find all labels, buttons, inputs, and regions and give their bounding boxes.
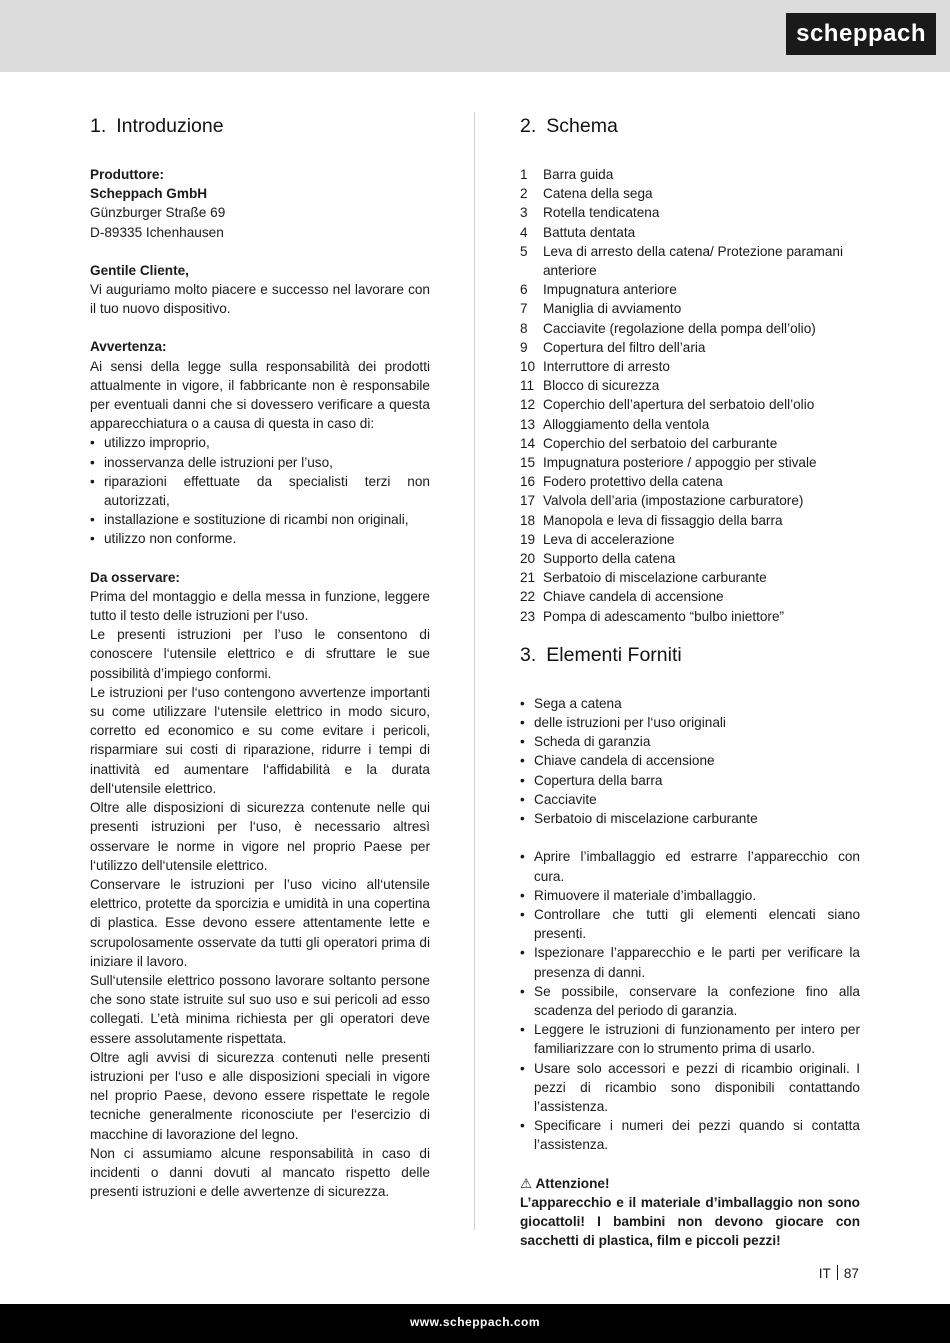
part-label: Impugnatura posteriore / appoggio per stivale <box>543 455 817 471</box>
section-schema-heading <box>520 112 860 140</box>
part-item <box>520 376 860 395</box>
part-label: Serbatoio di miscelazione carburante <box>543 570 767 586</box>
list-item: • Usare solo accessori e pezzi di ricambio originali. I pezzi di ricambio sono disponibili contattando l’assistenza. <box>520 1059 860 1117</box>
part-number: 14 <box>520 435 536 451</box>
part-label: Alloggiamento della ventola <box>543 416 710 432</box>
part-label: Cacciavite (regolazione della pompa dell’olio) <box>543 320 816 336</box>
part-item <box>520 280 860 299</box>
part-item <box>520 491 860 510</box>
part-number: 6 <box>520 282 528 298</box>
observe-paragraph: Prima del montaggio e della messa in funzione, leggere tutto il testo delle istruzioni per l‘uso. <box>90 588 430 624</box>
part-item <box>520 395 860 414</box>
attention-text: L’apparecchio e il materiale d’imballaggio non sono giocattoli! I bambini non devono giocare con sacchetti di plastica, film e piccoli pezzi! <box>520 1194 860 1249</box>
observe-paragraph: Non ci assumiamo alcune responsabilità in caso di incidenti o danni dovuti al mancato rispetto delle presenti istruzioni e delle avvertenze di sicurezza. <box>90 1145 430 1200</box>
part-number: 5 <box>520 243 528 259</box>
list-item: • Rimuovere il materiale d’imballaggio. <box>520 886 860 905</box>
list-item: • inosservanza delle istruzioni per l’uso, <box>90 453 430 472</box>
part-number: 16 <box>520 474 536 490</box>
list-item: • delle istruzioni per l‘uso originali <box>520 713 860 732</box>
part-number: 1 <box>520 167 528 182</box>
part-number: 2 <box>520 186 528 202</box>
part-number: 12 <box>520 397 536 413</box>
list-item: • Scheda di garanzia <box>520 732 860 751</box>
part-item <box>520 607 860 626</box>
list-item: • Ispezionare l’apparecchio e le parti per verificare la presenza di danni. <box>520 943 860 981</box>
part-number: 15 <box>520 455 536 471</box>
part-item <box>520 549 860 568</box>
part-label: Pompa di adescamento “bulbo iniettore” <box>543 608 785 624</box>
observe-paragraph: Oltre agli avvisi di sicurezza contenuti nelle presenti istruzioni per l‘uso e alle disposizioni speciali in vigore nel proprio Paese, devono essere rispettate le regole tecniche generalmente riconosciute per l‘esercizio di macchine di lavorazione del legno. <box>90 1049 430 1142</box>
part-item <box>520 242 860 280</box>
part-number: 7 <box>520 301 528 317</box>
part-item <box>520 203 860 222</box>
part-item <box>520 184 860 203</box>
part-label: Maniglia di avviamento <box>543 301 682 317</box>
section-supplied-heading <box>520 641 860 669</box>
footer-bar <box>0 1304 950 1343</box>
list-item: • utilizzo non conforme. <box>90 529 430 548</box>
list-item: • installazione e sostituzione di ricambi non originali, <box>90 510 430 529</box>
part-item <box>520 223 860 242</box>
list-item: • Controllare che tutti gli elementi elencati siano presenti. <box>520 905 860 943</box>
left-column <box>90 112 430 1201</box>
section-title: Elementi Forniti <box>546 643 682 666</box>
part-number: 10 <box>520 359 536 375</box>
part-label: Blocco di sicurezza <box>543 378 660 394</box>
part-label: Fodero protettivo della catena <box>543 474 723 490</box>
part-label: Supporto della catena <box>543 551 676 567</box>
part-item <box>520 453 860 472</box>
part-label: Interruttore di arresto <box>543 359 670 375</box>
list-item: • Chiave candela di accensione <box>520 751 860 770</box>
part-number: 21 <box>520 570 536 586</box>
part-number: 20 <box>520 551 536 567</box>
list-item: • Leggere le istruzioni di funzionamento per intero per familiarizzare con lo strumento prima di usarlo. <box>520 1020 860 1058</box>
footer-website-link[interactable]: www.scheppach.com <box>409 1315 541 1329</box>
greeting-title: Gentile Cliente, <box>90 262 189 278</box>
part-label: Coperchio dell’apertura del serbatoio dell’olio <box>543 397 815 413</box>
part-item <box>520 319 860 338</box>
attention-heading <box>520 1174 860 1193</box>
list-item: • Aprire l’imballaggio ed estrarre l’apparecchio con cura. <box>520 847 860 885</box>
part-item <box>520 472 860 491</box>
part-label: Chiave candela di accensione <box>543 589 724 605</box>
section-number: 2. <box>520 115 537 137</box>
part-label: Coperchio del serbatoio del carburante <box>543 435 778 451</box>
part-label: Catena della sega <box>543 186 653 202</box>
part-item <box>520 299 860 318</box>
part-number: 19 <box>520 531 536 547</box>
warning-triangle-icon: ⚠ <box>520 1175 533 1191</box>
company-city: D-89335 Ichenhausen <box>90 224 224 240</box>
part-item <box>520 587 860 606</box>
part-number: 3 <box>520 205 528 221</box>
brand-logo: scheppach <box>786 13 936 55</box>
part-item <box>520 530 860 549</box>
part-number: 8 <box>520 320 528 336</box>
observe-paragraph: Le presenti istruzioni per l’uso le consentono di conoscere l‘utensile elettrico e di sfruttare le sue possibilità d’impiego conformi. <box>90 627 430 681</box>
part-item <box>520 338 860 357</box>
part-number: 13 <box>520 416 536 432</box>
part-item <box>520 511 860 530</box>
part-item <box>520 568 860 587</box>
part-item <box>520 434 860 453</box>
section-number: 3. <box>520 643 537 666</box>
list-item: • Cacciavite <box>520 790 860 809</box>
page-number <box>819 1264 859 1283</box>
part-label: Rotella tendicatena <box>543 205 660 221</box>
warning-title: Avvertenza: <box>90 339 167 355</box>
part-label: Leva di arresto della catena/ Protezione paramani anteriore <box>543 243 843 279</box>
list-item: • Sega a catena <box>520 694 860 713</box>
part-number: 9 <box>520 339 528 355</box>
section-title: Schema <box>546 115 618 137</box>
greeting-text: Vi auguriamo molto piacere e successo nel lavorare con il tuo nuovo dispositivo. <box>90 282 430 317</box>
part-number: 22 <box>520 589 536 605</box>
column-divider <box>474 112 475 1230</box>
section-number: 1. <box>90 115 107 137</box>
part-label: Copertura del filtro dell’aria <box>543 339 706 355</box>
observe-paragraph: Conservare le istruzioni per l’uso vicino all‘utensile elettrico, protette da sporcizia e umidità in una copertina di plastica. Esse devono essere attentamente lette e scrupolosamente osservate da tutti gli operatori prima di iniziare il lavoro. <box>90 876 430 969</box>
part-number: 11 <box>520 378 535 394</box>
language-code: IT <box>818 1266 831 1281</box>
top-header-bar <box>0 0 950 72</box>
part-number: 4 <box>520 224 528 240</box>
list-item: • Copertura della barra <box>520 771 860 790</box>
right-column <box>520 112 860 1250</box>
part-label: Impugnatura anteriore <box>543 282 677 298</box>
warning-text: Ai sensi della legge sulla responsabilità dei prodotti attualmente in vigore, il fabbricante non è responsabile per eventuali danni che si dovessero verificare a questa apparecchiatura o a causa di questa in caso di: <box>90 358 430 432</box>
part-number: 17 <box>520 493 536 509</box>
part-number: 18 <box>520 512 536 528</box>
part-label: Leva di accelerazione <box>543 531 675 547</box>
part-item <box>520 357 860 376</box>
warning-list <box>90 433 430 548</box>
page-number-value: 87 <box>843 1266 859 1281</box>
list-item: • Specificare i numeri dei pezzi quando si contatta l’assistenza. <box>520 1116 860 1154</box>
part-label: Battuta dentata <box>543 224 636 240</box>
part-label: Manopola e leva di fissaggio della barra <box>543 512 783 528</box>
unpacking-steps-list <box>520 847 860 1154</box>
part-number: 23 <box>520 608 536 624</box>
manufacturer-label: Produttore: <box>90 167 165 182</box>
observe-paragraph: Sull‘utensile elettrico possono lavorare soltanto persone che sono state istruite sul suo uso e sui pericoli ad esso collegati. L’età minima richiesta per gli operatori deve essere assolutamente rispettata. <box>90 972 430 1046</box>
supplied-items-list <box>520 694 860 828</box>
part-label: Valvola dell’aria (impostazione carburatore) <box>543 493 804 509</box>
list-item: • utilizzo improprio, <box>90 433 430 452</box>
part-label: Barra guida <box>543 167 614 182</box>
part-item <box>520 415 860 434</box>
company-name: Scheppach GmbH <box>90 186 208 202</box>
observe-title: Da osservare: <box>90 569 180 585</box>
section-title: Introduzione <box>116 115 224 137</box>
company-street: Günzburger Straße 69 <box>90 205 226 221</box>
list-item: • riparazioni effettuate da specialisti terzi non autorizzati, <box>90 472 430 510</box>
part-item <box>520 165 860 184</box>
page-number-separator <box>837 1265 838 1280</box>
observe-paragraph: Le istruzioni per l‘uso contengono avvertenze importanti su come utilizzare l‘utensile elettrico in modo sicuro, corretto ed economico e su come evitare i pericoli, risparmiare sui costi di riparazione, ridurre i tempi di inattività ed aumentare l‘affidabilità e la durata dell‘utensile elettrico. <box>90 684 430 796</box>
attention-title: Attenzione! <box>535 1175 610 1191</box>
list-item: • Serbatoio di miscelazione carburante <box>520 809 860 828</box>
section-introduction-heading <box>90 112 430 140</box>
observe-paragraph: Oltre alle disposizioni di sicurezza contenute nelle qui presenti istruzioni per l‘uso, è necessario altresì osservare le norme in vigore nel proprio Paese per l‘utilizzo dell‘utensile elettrico. <box>90 800 430 873</box>
parts-list <box>520 165 860 626</box>
list-item: • Se possibile, conservare la confezione fino alla scadenza del periodo di garanzia. <box>520 982 860 1020</box>
